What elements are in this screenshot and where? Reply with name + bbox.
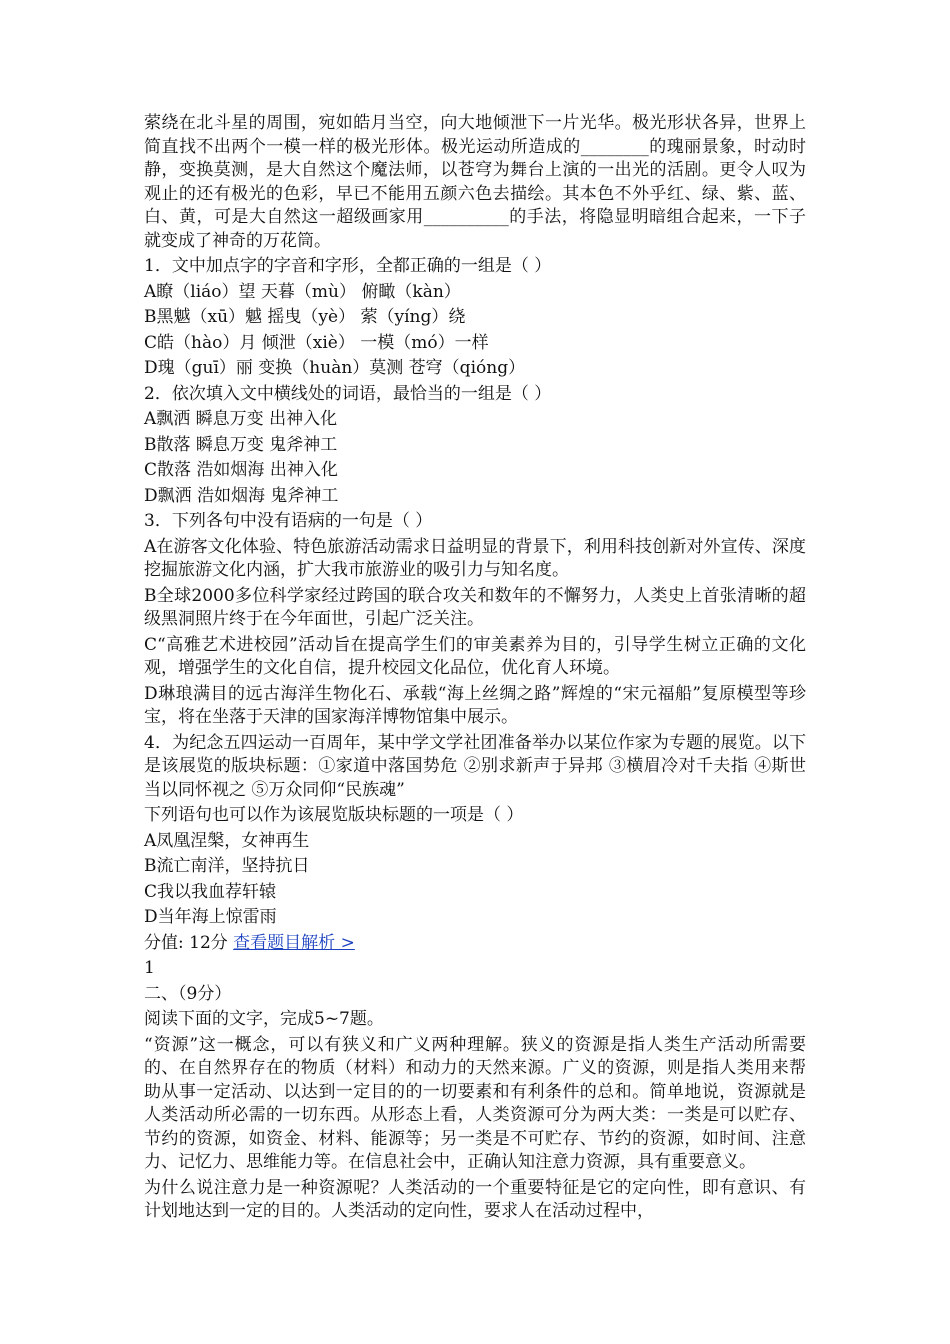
question-stem-2: 下列语句也可以作为该展览版块标题的一项是（ ）	[144, 805, 524, 825]
reading-paragraph: 为什么说注意力是一种资源呢？人类活动的一个重要特征是它的定向性，即有意识、有计划地达到一定的目的。人类活动的定向性，要求人在活动过程中，	[144, 1177, 806, 1221]
question-2	[144, 383, 806, 509]
option-b: B散落 瞬息万变 鬼斧神工	[144, 434, 338, 455]
question-stem: 3．下列各句中没有语病的一句是（ ）	[144, 511, 433, 531]
option-c: C散落 浩如烟海 出神入化	[144, 460, 338, 480]
passage-paragraph: 萦绕在北斗星的周围，宛如皓月当空，向大地倾泄下一片光华。极光形状各异，世界上简直找不出两个一模一样的极光形体。极光运动所造成的________的瑰丽景象，时动时静，变换莫测，是大自然这个魔法师，以苍穹为舞台上演的一出光的活剧。更令人叹为观止的还有极光的色彩，早已不能用五颜六色去描绘。其本色不外乎红、绿、紫、蓝、白、黄，可是大自然这一超级画家用__________的手法，将隐显明暗组合起来，一下子就变成了神奇的万花筒。	[144, 113, 806, 251]
option-d: D飘洒 浩如烟海 鬼斧神工	[144, 485, 339, 506]
view-analysis-link[interactable]: 查看题目解析 >	[233, 932, 355, 953]
question-3	[144, 510, 806, 730]
reading-paragraph: “资源”这一概念，可以有狭义和广义两种理解。狭义的资源是指人类生产活动所需要的、在自然界存在的物质（材料）和动力的天然来源。广义的资源，则是指人类用来帮助从事一定活动、以达到一定目的的一切要素和有利条件的总和。简单地说，资源就是人类活动所必需的一切东西。从形态上看，人类资源可分为两大类：一类是可以贮存、节约的资源，如资金、材料、能源等；另一类是不可贮存、节约的资源，如时间、注意力、记忆力、思维能力等。在信息社会中，正确认知注意力资源，具有重要意义。	[144, 1034, 806, 1172]
option-c: C我以我血荐轩辕	[144, 881, 277, 902]
document-page	[144, 112, 806, 1226]
score-label: 分值: 12分	[144, 932, 228, 953]
option-a: A凤凰涅槃，女神再生	[144, 830, 310, 851]
option-a: A飘洒 瞬息万变 出神入化	[144, 409, 338, 429]
option-c: C皓（hào）月 倾泄（xiè） 一模（mó）一样	[144, 332, 489, 353]
option-b: B流亡南洋，坚持抗日	[144, 856, 310, 876]
section-title: 二、（9分）	[144, 983, 232, 1004]
question-stem: 4．为纪念五四运动一百周年，某中学文学社团准备举办以某位作家为专题的展览。以下是该展览的版块标题：①家道中落国势危 ②别求新声于异邦 ③横眉冷对千夫指 ④斯世当以同怀视之 ⑤万众同仰“民族魂”	[144, 732, 806, 800]
question-stem: 2．依次填入文中横线处的词语，最恰当的一组是（ ）	[144, 383, 552, 404]
score-line	[144, 932, 806, 956]
option-c: C“高雅艺术进校园”活动旨在提高学生们的审美素养为目的，引导学生树立正确的文化观，增强学生的文化自信，提升校园文化品位，优化育人环境。	[144, 634, 806, 678]
option-a: A瞭（liáo）望 天暮（mù） 俯瞰（kàn）	[144, 281, 461, 302]
item-number: 1	[144, 958, 155, 978]
question-1	[144, 255, 806, 381]
option-b: B黑魆（xū）魆 摇曳（yè） 萦（yíng）绕	[144, 307, 466, 327]
option-d: D琳琅满目的远古海洋生物化石、承载“海上丝绸之路”辉煌的“宋元福船”复原模型等珍宝，将在坐落于天津的国家海洋博物馆集中展示。	[144, 683, 806, 727]
option-d: D当年海上惊雷雨	[144, 907, 277, 927]
section-instruction: 阅读下面的文字，完成5~7题。	[144, 1009, 384, 1029]
question-4	[144, 732, 806, 930]
option-a: A在游客文化体验、特色旅游活动需求日益明显的背景下，利用科技创新对外宣传、深度挖掘旅游文化内涵，扩大我市旅游业的吸引力与知名度。	[144, 536, 806, 580]
option-d: D瑰（guī）丽 变换（huàn）莫测 苍穹（qióng）	[144, 358, 526, 378]
question-stem: 1．文中加点字的字音和字形，全都正确的一组是（ ）	[144, 256, 552, 276]
option-b: B全球2000多位科学家经过跨国的联合攻关和数年的不懈努力，人类史上首张清晰的超级黑洞照片终于在今年面世，引起广泛关注。	[144, 585, 806, 629]
